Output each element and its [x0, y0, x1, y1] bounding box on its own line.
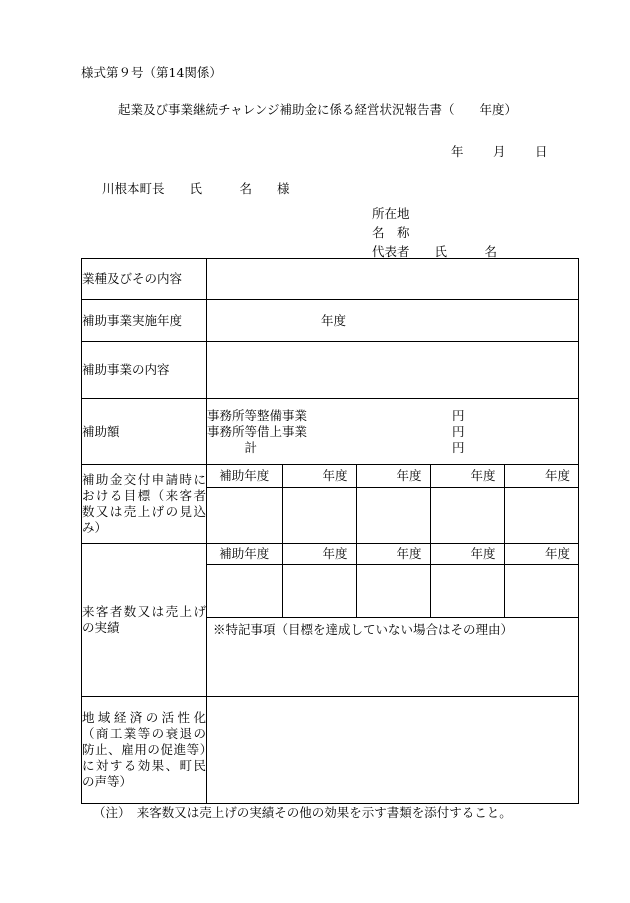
- content-field[interactable]: [207, 342, 579, 399]
- result-value-cell[interactable]: [504, 564, 578, 617]
- date-year: 年: [451, 144, 464, 159]
- result-grid-cell: [207, 544, 579, 697]
- result-value-cell[interactable]: [356, 564, 430, 617]
- result-grid: [207, 544, 578, 696]
- year-header: 年度: [356, 544, 430, 564]
- amount-row-facility: [207, 408, 578, 424]
- target-label: 補助金交付申請時における目標（来客者数又は売上げの見込み）: [82, 465, 207, 544]
- year-header: 年度: [282, 544, 356, 564]
- year-header: 年度: [504, 465, 578, 487]
- amount-row-rent: [207, 424, 578, 440]
- year-header: 年度: [504, 544, 578, 564]
- footer-note: （注） 来客数又は売上げの実績その他の効果を示す書類を添付すること。: [93, 805, 512, 820]
- special-note-label: ※特記事項（目標を達成していない場合はその理由）: [213, 621, 514, 637]
- target-value-cell[interactable]: [282, 487, 356, 543]
- year-header: 年度: [430, 544, 504, 564]
- result-value-cell[interactable]: [207, 564, 282, 617]
- representative-label: 代表者 氏 名: [372, 244, 498, 259]
- content-label: 補助事業の内容: [82, 342, 207, 399]
- year-header: 年度: [282, 465, 356, 487]
- implementation-year-field[interactable]: [207, 300, 579, 342]
- document-title: 起業及び事業継続チャレンジ補助金に係る経営状況報告書（ 年度）: [118, 102, 518, 117]
- amount-field[interactable]: [207, 399, 579, 465]
- amount-item-name: 事務所等借上事業: [207, 423, 308, 439]
- date-day: 日: [535, 144, 548, 159]
- yen-unit: 円: [452, 407, 465, 423]
- amount-label: 補助額: [82, 399, 207, 465]
- target-value-cell[interactable]: [430, 487, 504, 543]
- target-value-cell[interactable]: [356, 487, 430, 543]
- address-label: 所在地: [372, 206, 410, 221]
- form-number: 様式第９号（第14関係）: [81, 65, 222, 80]
- report-table: [81, 258, 579, 804]
- effect-label: 地域経済の活性化（商工業等の衰退の防止、雇用の促進等）に対する効果、町民の声等）: [82, 697, 207, 804]
- date-month: 月: [493, 144, 506, 159]
- target-grid: [207, 465, 578, 543]
- yen-unit: 円: [452, 439, 465, 455]
- business-type-label: 業種及びその内容: [82, 259, 207, 300]
- target-value-cell[interactable]: [207, 487, 282, 543]
- effect-field[interactable]: [207, 697, 579, 804]
- implementation-year-label: 補助事業実施年度: [82, 300, 207, 342]
- addressee: 川根本町長 氏 名 様: [102, 181, 290, 196]
- name-label: 名 称: [372, 225, 410, 240]
- applicant-block: [372, 204, 497, 261]
- year-header-first: 補助年度: [207, 544, 282, 564]
- year-header: 年度: [356, 465, 430, 487]
- result-label: 来客者数又は売上げの実績: [82, 544, 207, 697]
- amount-item-name: 事務所等整備事業: [207, 407, 308, 423]
- amount-item-name: 計: [207, 439, 258, 455]
- target-value-cell[interactable]: [504, 487, 578, 543]
- business-type-field[interactable]: [207, 259, 579, 300]
- year-header-first: 補助年度: [207, 465, 282, 487]
- implementation-year-unit: 年度: [321, 312, 347, 328]
- year-header: 年度: [430, 465, 504, 487]
- result-value-cell[interactable]: [282, 564, 356, 617]
- target-grid-cell: [207, 465, 579, 544]
- special-note-field[interactable]: [207, 617, 578, 696]
- result-value-cell[interactable]: [430, 564, 504, 617]
- date-line: [451, 145, 548, 159]
- yen-unit: 円: [452, 423, 465, 439]
- amount-row-total: [207, 440, 578, 456]
